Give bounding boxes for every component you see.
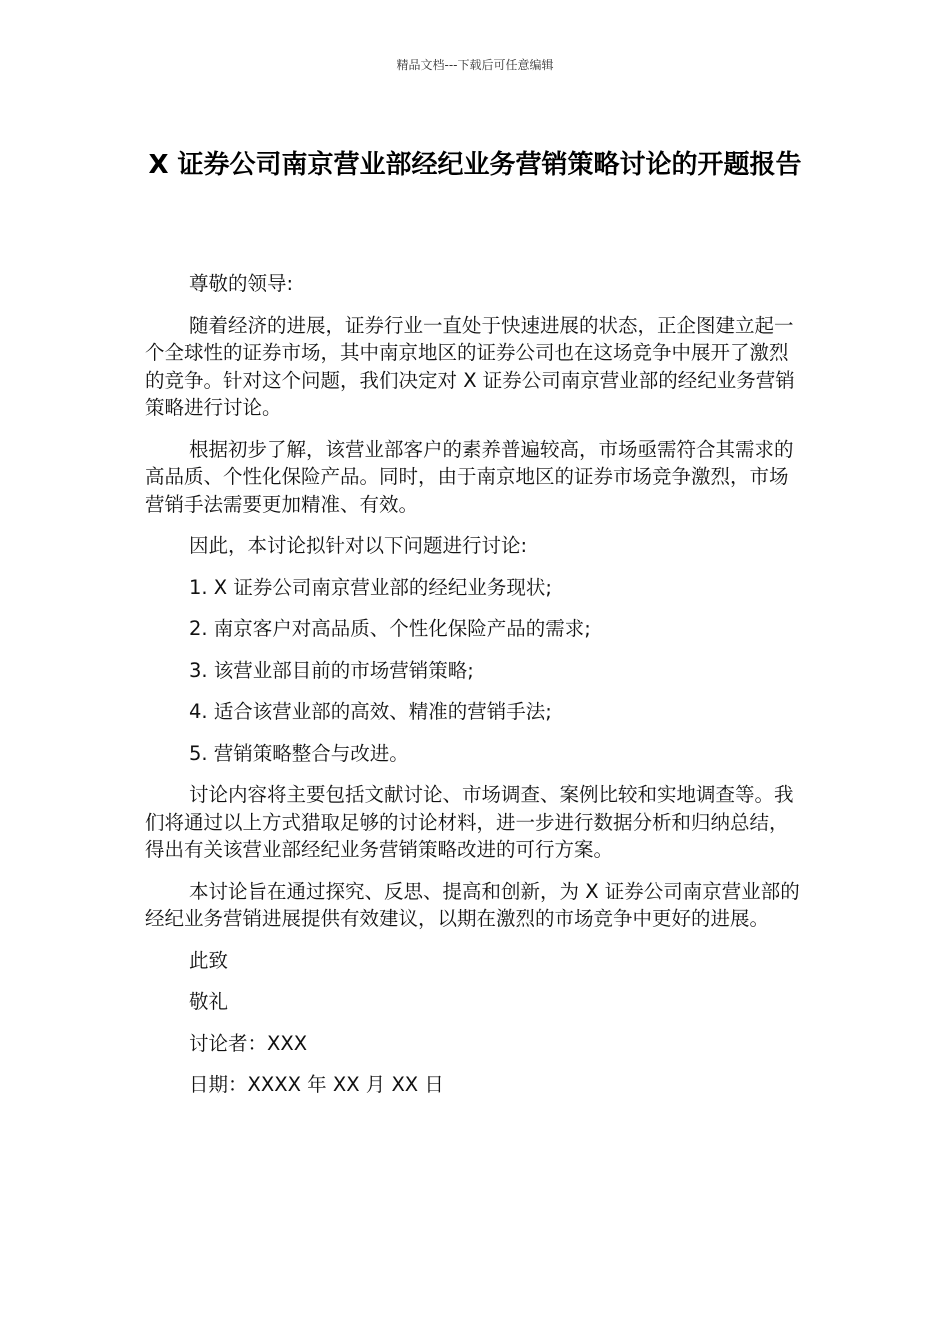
paragraph-purpose: 本讨论旨在通过探究、反思、提高和创新，为 X 证券公司南京营业部的经纪业务营销进展提供有效建议，以期在激烈的市场竞争中更好的进展。: [145, 879, 800, 930]
paragraph-background: 根据初步了解，该营业部客户的素养普遍较高，市场亟需符合其需求的高品质、个性化保险产品。同时，由于南京地区的证券市场竞争激烈，市场营销手法需要更加精准、有效。: [145, 437, 794, 516]
list-item: 1. X 证券公司南京营业部的经纪业务现状;: [189, 575, 552, 599]
author-line: 讨论者：XXX: [189, 1031, 308, 1055]
paragraph-methods: 讨论内容将主要包括文献讨论、市场调查、案例比较和实地调查等。我们将通过以上方式猎取足够的讨论材料，进一步进行数据分析和归纳总结，得出有关该营业部经纪业务营销策略改进的可行方案。: [145, 783, 794, 861]
list-item: 5. 营销策略整合与改进。: [189, 741, 409, 765]
document-body: [145, 270, 805, 1113]
list-item: 3. 该营业部目前的市场营销策略;: [189, 658, 474, 682]
salutation: 尊敬的领导:: [189, 272, 294, 295]
page-header: 精品文档---下载后可任意编辑: [396, 58, 554, 72]
list-item: 2. 南京客户对高品质、个性化保险产品的需求;: [189, 617, 591, 640]
paragraph-intro: 随着经济的进展，证券行业一直处于快速进展的状态，正企图建立起一个全球性的证券市场，其中南京地区的证券公司也在这场竞争中展开了激烈的竞争。针对这个问题，我们决定对 X 证券公司南京营业部的经纪业务营销策略进行讨论。: [145, 313, 795, 419]
document-title: X 证券公司南京营业部经纪业务营销策略讨论的开题报告: [148, 150, 802, 180]
closing-line-1: 此致: [189, 948, 229, 972]
paragraph-questions-lead: 因此，本讨论拟针对以下问题进行讨论:: [189, 534, 528, 557]
closing-line-2: 敬礼: [189, 990, 229, 1013]
date-line: 日期：XXXX 年 XX 月 XX 日: [189, 1073, 444, 1096]
list-item: 4. 适合该营业部的高效、精准的营销手法;: [189, 700, 552, 723]
